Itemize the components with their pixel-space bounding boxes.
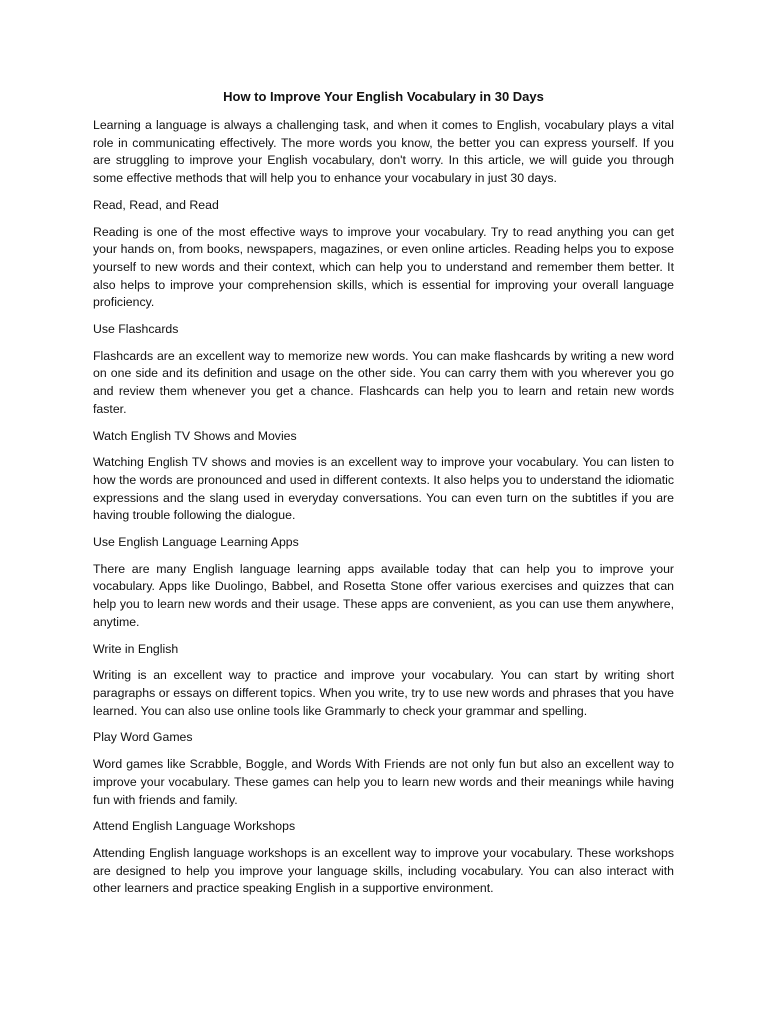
section-heading-tv-movies: Watch English TV Shows and Movies (93, 428, 297, 443)
section-body-tv-movies: Watching English TV shows and movies is an excellent way to improve your vocabulary. You can listen to how the words are pronounced and used in different contexts. It also helps you to understand the idiomatic expressions and the slang used in everyday conversations. You can even turn on the subtitles if you are having trouble following the dialogue. (93, 455, 674, 523)
section-heading-workshops: Attend English Language Workshops (93, 819, 296, 834)
document-title: How to Improve Your English Vocabulary in 30 Days (223, 89, 544, 104)
section-heading-flashcards: Use Flashcards (93, 322, 179, 337)
intro-paragraph: Learning a language is always a challenging task, and when it comes to English, vocabulary plays a vital role in communicating effectively. The more words you know, the better you can express yourself. If you are struggling to improve your English vocabulary, don't worry. In this article, we will guide you through some effective methods that will help you to enhance your vocabulary in just 30 days. (93, 118, 674, 186)
section-heading-writing: Write in English (93, 641, 179, 656)
section-body-apps: There are many English language learning apps available today that can help you to improve your vocabulary. Apps like Duolingo, Babbel, and Rosetta Stone offer various exercises and quizzes that can help you to learn new words and their usage. These apps are convenient, as you can use them anywhere, anytime. (93, 561, 674, 629)
section-body-writing: Writing is an excellent way to practice and improve your vocabulary. You can start by writing short paragraphs or essays on different topics. When you write, try to use new words and phrases that you have learned. You can also use online tools like Grammarly to check your grammar and spelling. (93, 668, 674, 718)
section-heading-reading: Read, Read, and Read (93, 197, 219, 212)
section-body-word-games: Word games like Scrabble, Boggle, and Words With Friends are not only fun but also an excellent way to improve your vocabulary. These games can help you to learn new words and their meanings while having fun with friends and family. (93, 757, 674, 807)
section-body-reading: Reading is one of the most effective ways to improve your vocabulary. Try to read anything you can get your hands on, from books, newspapers, magazines, or even online articles. Reading helps you to expose yourself to new words and their context, which can help you to understand and remember them better. It also helps to improve your comprehension skills, which is essential for improving your overall language proficiency. (93, 224, 674, 310)
section-heading-apps: Use English Language Learning Apps (93, 535, 299, 550)
section-heading-word-games: Play Word Games (93, 730, 193, 745)
document-page (93, 88, 674, 907)
section-body-workshops: Attending English language workshops is an excellent way to improve your vocabulary. These workshops are designed to help you improve your language skills, including vocabulary. You can also interact with other learners and practice speaking English in a supportive environment. (93, 845, 674, 896)
section-body-flashcards: Flashcards are an excellent way to memorize new words. You can make flashcards by writing a new word on one side and its definition and usage on the other side. You can carry them with you wherever you go and review them whenever you get a chance. Flashcards can help you to learn and retain new words faster. (93, 348, 674, 416)
